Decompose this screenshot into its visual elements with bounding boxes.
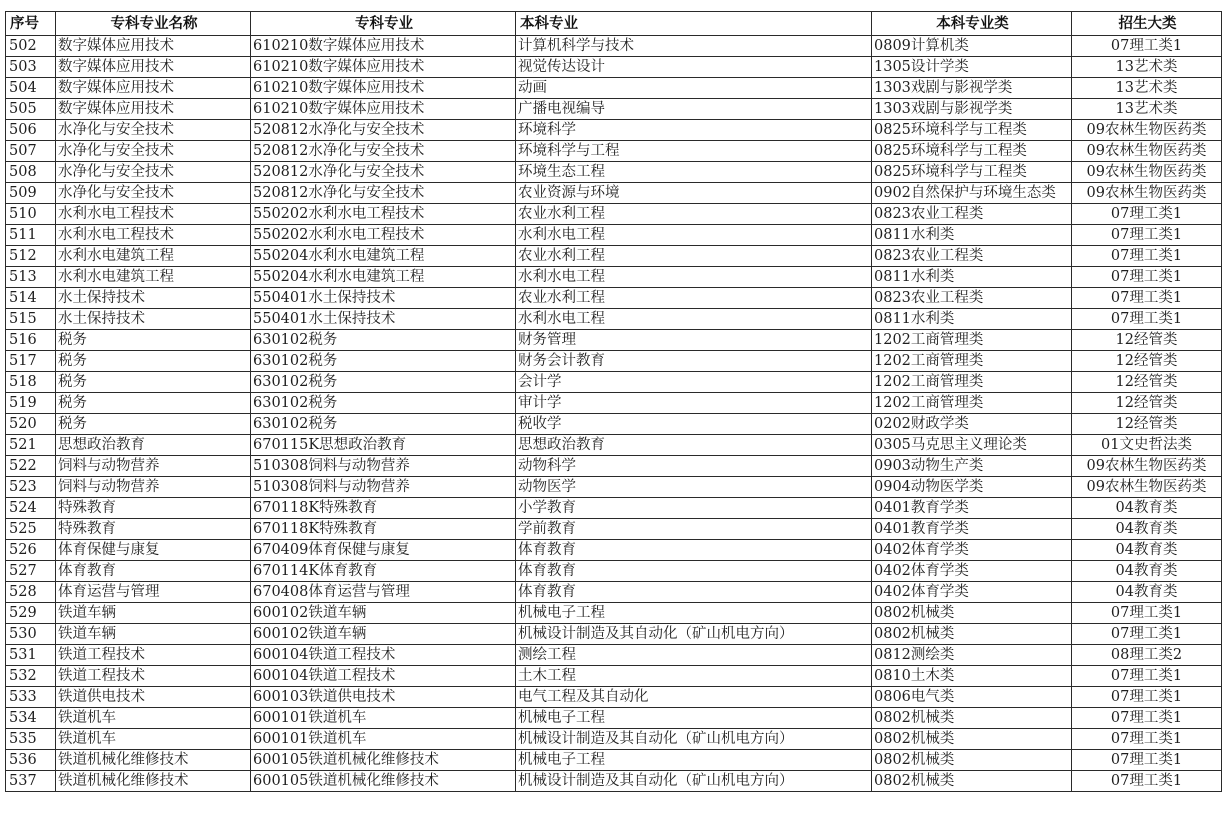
enrollment-category-cell: 07理工类1 [1072,246,1222,267]
enrollment-category-cell: 07理工类1 [1072,687,1222,708]
table-row [6,372,1222,393]
college-major-name-cell: 水土保持技术 [56,309,251,330]
college-major-name-cell: 铁道机车 [56,729,251,750]
enrollment-category-cell: 07理工类1 [1072,288,1222,309]
undergrad-category-cell: 0802机械类 [872,750,1072,771]
college-major-name-cell: 水土保持技术 [56,288,251,309]
college-major-name-cell: 数字媒体应用技术 [56,57,251,78]
seq-cell: 531 [6,645,56,666]
undergrad-major-cell: 小学教育 [516,498,872,519]
college-major-name-cell: 铁道机械化维修技术 [56,750,251,771]
undergrad-category-cell: 0823农业工程类 [872,204,1072,225]
enrollment-category-cell: 07理工类1 [1072,624,1222,645]
college-major-name-cell: 饲料与动物营养 [56,456,251,477]
table-row [6,267,1222,288]
college-major-cell: 670118K特殊教育 [251,498,516,519]
seq-cell: 524 [6,498,56,519]
enrollment-category-cell: 07理工类1 [1072,729,1222,750]
college-major-cell: 600103铁道供电技术 [251,687,516,708]
table-row [6,603,1222,624]
table-row [6,78,1222,99]
undergrad-major-cell: 动物科学 [516,456,872,477]
table-row [6,708,1222,729]
header-college-major-name: 专科专业名称 [56,12,251,36]
seq-cell: 506 [6,120,56,141]
table-body [6,36,1222,792]
college-major-name-cell: 水净化与安全技术 [56,120,251,141]
table-row [6,393,1222,414]
enrollment-category-cell: 07理工类1 [1072,309,1222,330]
college-major-name-cell: 水利水电建筑工程 [56,246,251,267]
admission-table-page [5,11,1221,792]
table-row [6,120,1222,141]
undergrad-major-cell: 环境生态工程 [516,162,872,183]
undergrad-major-cell: 体育教育 [516,582,872,603]
enrollment-category-cell: 09农林生物医药类 [1072,183,1222,204]
college-major-name-cell: 铁道车辆 [56,624,251,645]
table-row [6,498,1222,519]
table-row [6,99,1222,120]
college-major-name-cell: 铁道车辆 [56,603,251,624]
table-row [6,351,1222,372]
enrollment-category-cell: 07理工类1 [1072,36,1222,57]
seq-cell: 511 [6,225,56,246]
college-major-cell: 520812水净化与安全技术 [251,120,516,141]
undergrad-major-cell: 体育教育 [516,561,872,582]
undergrad-category-cell: 0825环境科学与工程类 [872,120,1072,141]
seq-cell: 517 [6,351,56,372]
undergrad-category-cell: 0823农业工程类 [872,288,1072,309]
undergrad-major-cell: 审计学 [516,393,872,414]
undergrad-major-cell: 土木工程 [516,666,872,687]
table-row [6,309,1222,330]
college-major-cell: 670408体育运营与管理 [251,582,516,603]
enrollment-category-cell: 12经管类 [1072,330,1222,351]
college-major-cell: 550204水利水电建筑工程 [251,267,516,288]
enrollment-category-cell: 08理工类2 [1072,645,1222,666]
seq-cell: 533 [6,687,56,708]
seq-cell: 522 [6,456,56,477]
undergrad-major-cell: 农业水利工程 [516,204,872,225]
college-major-name-cell: 水净化与安全技术 [56,183,251,204]
undergrad-category-cell: 0903动物生产类 [872,456,1072,477]
table-row [6,666,1222,687]
seq-cell: 529 [6,603,56,624]
enrollment-category-cell: 09农林生物医药类 [1072,162,1222,183]
undergrad-category-cell: 1202工商管理类 [872,372,1072,393]
table-row [6,519,1222,540]
college-major-cell: 600102铁道车辆 [251,624,516,645]
college-major-name-cell: 体育保健与康复 [56,540,251,561]
undergrad-category-cell: 0402体育学类 [872,582,1072,603]
enrollment-category-cell: 09农林生物医药类 [1072,477,1222,498]
undergrad-major-cell: 财务管理 [516,330,872,351]
undergrad-category-cell: 0823农业工程类 [872,246,1072,267]
enrollment-category-cell: 09农林生物医药类 [1072,120,1222,141]
college-major-cell: 550401水土保持技术 [251,288,516,309]
table-row [6,141,1222,162]
enrollment-category-cell: 04教育类 [1072,519,1222,540]
table-row [6,582,1222,603]
enrollment-category-cell: 04教育类 [1072,498,1222,519]
college-major-name-cell: 数字媒体应用技术 [56,78,251,99]
enrollment-category-cell: 09农林生物医药类 [1072,456,1222,477]
college-major-name-cell: 体育运营与管理 [56,582,251,603]
college-major-cell: 610210数字媒体应用技术 [251,99,516,120]
seq-cell: 519 [6,393,56,414]
college-major-name-cell: 税务 [56,393,251,414]
header-undergrad-major: 本科专业 [516,12,872,36]
undergrad-major-cell: 机械设计制造及其自动化（矿山机电方向） [516,771,872,792]
undergrad-category-cell: 0401教育学类 [872,519,1072,540]
seq-cell: 510 [6,204,56,225]
college-major-name-cell: 体育教育 [56,561,251,582]
undergrad-major-cell: 水利水电工程 [516,225,872,246]
enrollment-category-cell: 01文史哲法类 [1072,435,1222,456]
undergrad-major-cell: 广播电视编导 [516,99,872,120]
undergrad-major-cell: 环境科学 [516,120,872,141]
college-major-cell: 520812水净化与安全技术 [251,141,516,162]
college-major-name-cell: 税务 [56,414,251,435]
seq-cell: 537 [6,771,56,792]
seq-cell: 515 [6,309,56,330]
college-major-cell: 630102税务 [251,372,516,393]
college-major-cell: 600101铁道机车 [251,729,516,750]
college-major-name-cell: 铁道工程技术 [56,666,251,687]
enrollment-category-cell: 07理工类1 [1072,708,1222,729]
undergrad-category-cell: 0802机械类 [872,624,1072,645]
table-row [6,540,1222,561]
enrollment-category-cell: 12经管类 [1072,372,1222,393]
undergrad-category-cell: 0202财政学类 [872,414,1072,435]
undergrad-major-cell: 环境科学与工程 [516,141,872,162]
seq-cell: 513 [6,267,56,288]
undergrad-major-cell: 农业水利工程 [516,288,872,309]
seq-cell: 503 [6,57,56,78]
table-row [6,36,1222,57]
undergrad-category-cell: 0904动物医学类 [872,477,1072,498]
enrollment-category-cell: 07理工类1 [1072,603,1222,624]
seq-cell: 536 [6,750,56,771]
college-major-cell: 510308饲料与动物营养 [251,477,516,498]
seq-cell: 520 [6,414,56,435]
seq-cell: 528 [6,582,56,603]
enrollment-category-cell: 07理工类1 [1072,204,1222,225]
undergrad-category-cell: 0902自然保护与环境生态类 [872,183,1072,204]
enrollment-category-cell: 04教育类 [1072,561,1222,582]
seq-cell: 514 [6,288,56,309]
undergrad-category-cell: 1305设计学类 [872,57,1072,78]
seq-cell: 532 [6,666,56,687]
college-major-name-cell: 水利水电建筑工程 [56,267,251,288]
header-seq: 序号 [6,12,56,36]
table-row [6,330,1222,351]
enrollment-category-cell: 12经管类 [1072,351,1222,372]
undergrad-major-cell: 思想政治教育 [516,435,872,456]
enrollment-category-cell: 13艺术类 [1072,78,1222,99]
seq-cell: 526 [6,540,56,561]
seq-cell: 508 [6,162,56,183]
college-major-cell: 520812水净化与安全技术 [251,183,516,204]
enrollment-category-cell: 09农林生物医药类 [1072,141,1222,162]
undergrad-category-cell: 0825环境科学与工程类 [872,162,1072,183]
college-major-cell: 610210数字媒体应用技术 [251,57,516,78]
college-major-cell: 510308饲料与动物营养 [251,456,516,477]
seq-cell: 521 [6,435,56,456]
college-major-cell: 600104铁道工程技术 [251,645,516,666]
table-row [6,204,1222,225]
enrollment-category-cell: 04教育类 [1072,540,1222,561]
undergrad-major-cell: 测绘工程 [516,645,872,666]
college-major-name-cell: 水净化与安全技术 [56,162,251,183]
undergrad-major-cell: 电气工程及其自动化 [516,687,872,708]
undergrad-category-cell: 0812测绘类 [872,645,1072,666]
college-major-cell: 670115K思想政治教育 [251,435,516,456]
undergrad-category-cell: 1202工商管理类 [872,351,1072,372]
header-undergrad-category: 本科专业类 [872,12,1072,36]
table-row [6,645,1222,666]
undergrad-major-cell: 农业水利工程 [516,246,872,267]
undergrad-major-cell: 视觉传达设计 [516,57,872,78]
seq-cell: 502 [6,36,56,57]
college-major-name-cell: 特殊教育 [56,519,251,540]
college-major-cell: 670118K特殊教育 [251,519,516,540]
college-major-name-cell: 水净化与安全技术 [56,141,251,162]
enrollment-category-cell: 12经管类 [1072,393,1222,414]
undergrad-category-cell: 0825环境科学与工程类 [872,141,1072,162]
undergrad-category-cell: 0305马克思主义理论类 [872,435,1072,456]
college-major-name-cell: 思想政治教育 [56,435,251,456]
major-mapping-table [5,11,1222,792]
college-major-name-cell: 铁道供电技术 [56,687,251,708]
college-major-cell: 630102税务 [251,393,516,414]
header-enrollment-category: 招生大类 [1072,12,1222,36]
enrollment-category-cell: 07理工类1 [1072,750,1222,771]
seq-cell: 509 [6,183,56,204]
college-major-name-cell: 税务 [56,372,251,393]
college-major-cell: 610210数字媒体应用技术 [251,36,516,57]
undergrad-category-cell: 1202工商管理类 [872,393,1072,414]
undergrad-major-cell: 动物医学 [516,477,872,498]
enrollment-category-cell: 12经管类 [1072,414,1222,435]
table-header-row [6,12,1222,36]
table-row [6,729,1222,750]
college-major-name-cell: 数字媒体应用技术 [56,36,251,57]
undergrad-major-cell: 会计学 [516,372,872,393]
seq-cell: 534 [6,708,56,729]
undergrad-category-cell: 0802机械类 [872,708,1072,729]
undergrad-major-cell: 农业资源与环境 [516,183,872,204]
seq-cell: 505 [6,99,56,120]
college-major-cell: 600101铁道机车 [251,708,516,729]
seq-cell: 525 [6,519,56,540]
college-major-cell: 600105铁道机械化维修技术 [251,771,516,792]
seq-cell: 512 [6,246,56,267]
table-row [6,225,1222,246]
undergrad-category-cell: 0809计算机类 [872,36,1072,57]
seq-cell: 507 [6,141,56,162]
undergrad-major-cell: 财务会计教育 [516,351,872,372]
table-row [6,183,1222,204]
seq-cell: 523 [6,477,56,498]
undergrad-major-cell: 机械电子工程 [516,603,872,624]
college-major-name-cell: 税务 [56,351,251,372]
undergrad-category-cell: 0802机械类 [872,771,1072,792]
table-row [6,414,1222,435]
undergrad-category-cell: 1303戏剧与影视学类 [872,99,1072,120]
college-major-name-cell: 铁道机车 [56,708,251,729]
seq-cell: 516 [6,330,56,351]
undergrad-category-cell: 0811水利类 [872,267,1072,288]
undergrad-major-cell: 税收学 [516,414,872,435]
undergrad-major-cell: 体育教育 [516,540,872,561]
college-major-name-cell: 水利水电工程技术 [56,225,251,246]
college-major-name-cell: 饲料与动物营养 [56,477,251,498]
undergrad-category-cell: 0402体育学类 [872,561,1072,582]
college-major-cell: 630102税务 [251,414,516,435]
enrollment-category-cell: 13艺术类 [1072,99,1222,120]
college-major-cell: 550401水土保持技术 [251,309,516,330]
table-row [6,687,1222,708]
college-major-name-cell: 铁道机械化维修技术 [56,771,251,792]
table-row [6,57,1222,78]
college-major-name-cell: 税务 [56,330,251,351]
undergrad-category-cell: 0811水利类 [872,309,1072,330]
seq-cell: 535 [6,729,56,750]
enrollment-category-cell: 04教育类 [1072,582,1222,603]
table-row [6,435,1222,456]
undergrad-category-cell: 0810土木类 [872,666,1072,687]
enrollment-category-cell: 13艺术类 [1072,57,1222,78]
college-major-cell: 670409体育保健与康复 [251,540,516,561]
undergrad-major-cell: 水利水电工程 [516,267,872,288]
undergrad-category-cell: 0806电气类 [872,687,1072,708]
college-major-cell: 600102铁道车辆 [251,603,516,624]
college-major-cell: 670114K体育教育 [251,561,516,582]
undergrad-major-cell: 机械电子工程 [516,708,872,729]
seq-cell: 527 [6,561,56,582]
undergrad-major-cell: 机械设计制造及其自动化（矿山机电方向） [516,624,872,645]
enrollment-category-cell: 07理工类1 [1072,666,1222,687]
table-row [6,750,1222,771]
enrollment-category-cell: 07理工类1 [1072,267,1222,288]
college-major-name-cell: 特殊教育 [56,498,251,519]
undergrad-category-cell: 1303戏剧与影视学类 [872,78,1072,99]
college-major-name-cell: 数字媒体应用技术 [56,99,251,120]
table-row [6,561,1222,582]
table-row [6,771,1222,792]
college-major-name-cell: 铁道工程技术 [56,645,251,666]
undergrad-category-cell: 0402体育学类 [872,540,1072,561]
college-major-cell: 630102税务 [251,351,516,372]
table-row [6,162,1222,183]
college-major-cell: 550204水利水电建筑工程 [251,246,516,267]
seq-cell: 530 [6,624,56,645]
seq-cell: 518 [6,372,56,393]
table-row [6,456,1222,477]
table-row [6,477,1222,498]
college-major-cell: 610210数字媒体应用技术 [251,78,516,99]
undergrad-category-cell: 0401教育学类 [872,498,1072,519]
college-major-name-cell: 水利水电工程技术 [56,204,251,225]
table-row [6,624,1222,645]
college-major-cell: 600105铁道机械化维修技术 [251,750,516,771]
table-row [6,246,1222,267]
header-college-major: 专科专业 [251,12,516,36]
undergrad-category-cell: 0811水利类 [872,225,1072,246]
college-major-cell: 600104铁道工程技术 [251,666,516,687]
undergrad-category-cell: 1202工商管理类 [872,330,1072,351]
undergrad-major-cell: 学前教育 [516,519,872,540]
enrollment-category-cell: 07理工类1 [1072,771,1222,792]
seq-cell: 504 [6,78,56,99]
college-major-cell: 520812水净化与安全技术 [251,162,516,183]
undergrad-major-cell: 水利水电工程 [516,309,872,330]
college-major-cell: 550202水利水电工程技术 [251,225,516,246]
college-major-cell: 550202水利水电工程技术 [251,204,516,225]
undergrad-major-cell: 机械设计制造及其自动化（矿山机电方向） [516,729,872,750]
college-major-cell: 630102税务 [251,330,516,351]
undergrad-category-cell: 0802机械类 [872,603,1072,624]
enrollment-category-cell: 07理工类1 [1072,225,1222,246]
undergrad-major-cell: 机械电子工程 [516,750,872,771]
undergrad-category-cell: 0802机械类 [872,729,1072,750]
undergrad-major-cell: 动画 [516,78,872,99]
table-row [6,288,1222,309]
undergrad-major-cell: 计算机科学与技术 [516,36,872,57]
